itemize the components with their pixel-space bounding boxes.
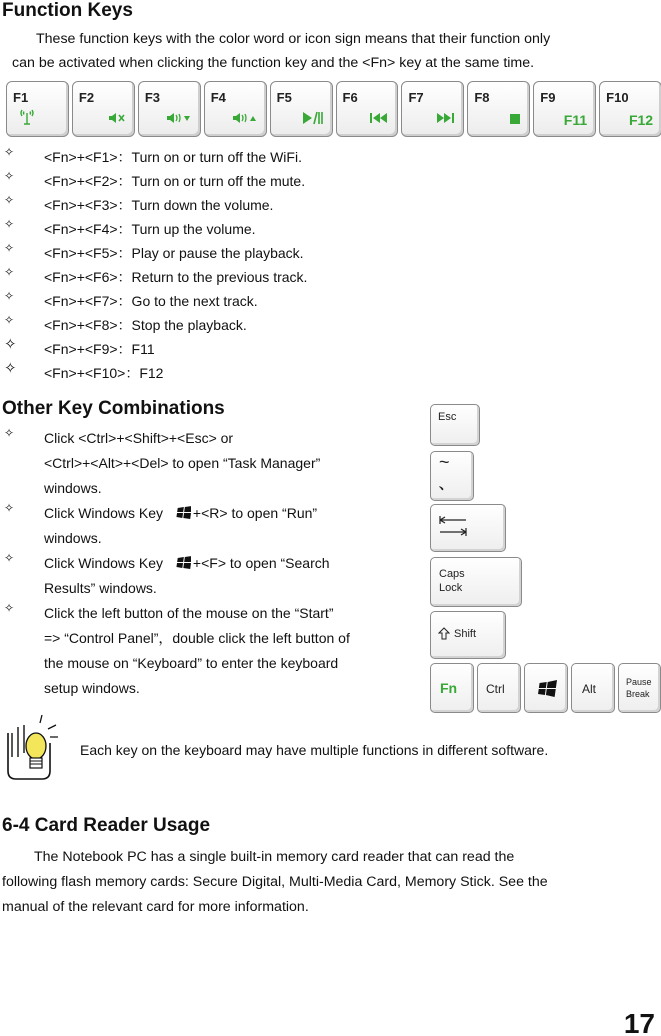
intro-line-1: These function keys with the color word or icon sign means that their function only [36,31,551,47]
fn-key: Fn [430,663,474,713]
f9-key [533,81,596,137]
diamond-bullet-icon: ✧ [4,601,15,615]
diamond-bullet-icon: ✧ [4,289,15,303]
diamond-bullet-icon: ✧ [4,217,15,231]
f2-key [72,81,135,137]
f9-alt-label: F11 [563,112,588,128]
alt-key: Alt [571,663,615,713]
windows-logo-icon [537,680,557,700]
diamond-bullet-icon: ✧ [4,501,15,515]
section-title-function-keys: Function Keys [2,0,133,21]
f1-key-label: F1 [13,90,29,105]
f9-key-label: F9 [540,90,556,105]
previous-track-icon [369,111,389,128]
diamond-bullet-icon: ✧ [4,145,15,159]
diamond-bullet-icon: ✧ [4,335,17,353]
windows-key [524,663,568,713]
section-title-card-reader: 6-4 Card Reader Usage [2,815,211,836]
tilde-key: ~ 、 [430,451,474,501]
f2-key-label: F2 [78,90,95,105]
diamond-bullet-icon: ✧ [4,169,15,183]
diamond-bullet-icon: ✧ [4,313,15,327]
f4-key [204,81,267,137]
page-number: 17 [623,1008,655,1036]
diamond-bullet-icon: ✧ [4,426,15,440]
ctrl-key: Ctrl [477,663,521,713]
esc-key: Esc [430,404,480,446]
f8-key [467,81,530,137]
mute-icon [108,111,126,128]
wifi-antenna-icon [19,107,35,129]
f7-key [401,81,464,137]
volume-down-icon [166,111,192,128]
volume-up-icon [232,111,258,128]
card-line-1: The Notebook PC has a single built-in memory card reader that can read the [34,849,515,865]
windows-key-icon [175,503,193,527]
f10-key [599,81,661,137]
tab-key [430,504,506,552]
pause-break-key: Pause Break [618,663,661,713]
diamond-bullet-icon: ✧ [4,241,15,255]
next-track-icon [435,111,455,128]
windows-key-icon [175,553,193,577]
f1-key [6,81,69,137]
f3-key [138,81,201,137]
tab-arrows-icon [438,513,468,542]
f7-key-label: F7 [408,90,424,105]
diamond-bullet-icon: ✧ [4,551,15,565]
stop-icon [509,112,521,128]
f6-key-label: F6 [342,90,358,105]
f4-key-label: F4 [210,90,226,105]
f8-key-label: F8 [474,90,490,105]
intro-line-2: can be activated when clicking the function key and the <Fn> key at the same time. [12,55,535,71]
diamond-bullet-icon: ✧ [4,359,17,377]
note-text: Each key on the keyboard may have multiple functions in different software. [80,742,549,758]
f10-alt-label: F12 [628,112,654,128]
card-line-2: following flash memory cards: Secure Digital, Multi-Media Card, Memory Stick. See the [2,874,548,890]
f6-key [336,81,399,137]
f5-key-label: F5 [276,90,292,105]
f10-key-label: F10 [606,90,629,105]
diamond-bullet-icon: ✧ [4,265,15,279]
function-key-strip [6,81,661,137]
f5-key [270,81,333,137]
shift-key: Shift [430,611,506,659]
shift-arrow-icon [438,627,450,643]
f3-key-label: F3 [144,90,160,105]
section-title-other-keys: Other Key Combinations [2,398,225,419]
card-line-3: manual of the relevant card for more information. [2,899,309,915]
diamond-bullet-icon: ✧ [4,193,15,207]
play-pause-icon [302,111,324,128]
caps-lock-key: Caps Lock [430,557,522,607]
hand-lightbulb-icon [2,713,60,781]
